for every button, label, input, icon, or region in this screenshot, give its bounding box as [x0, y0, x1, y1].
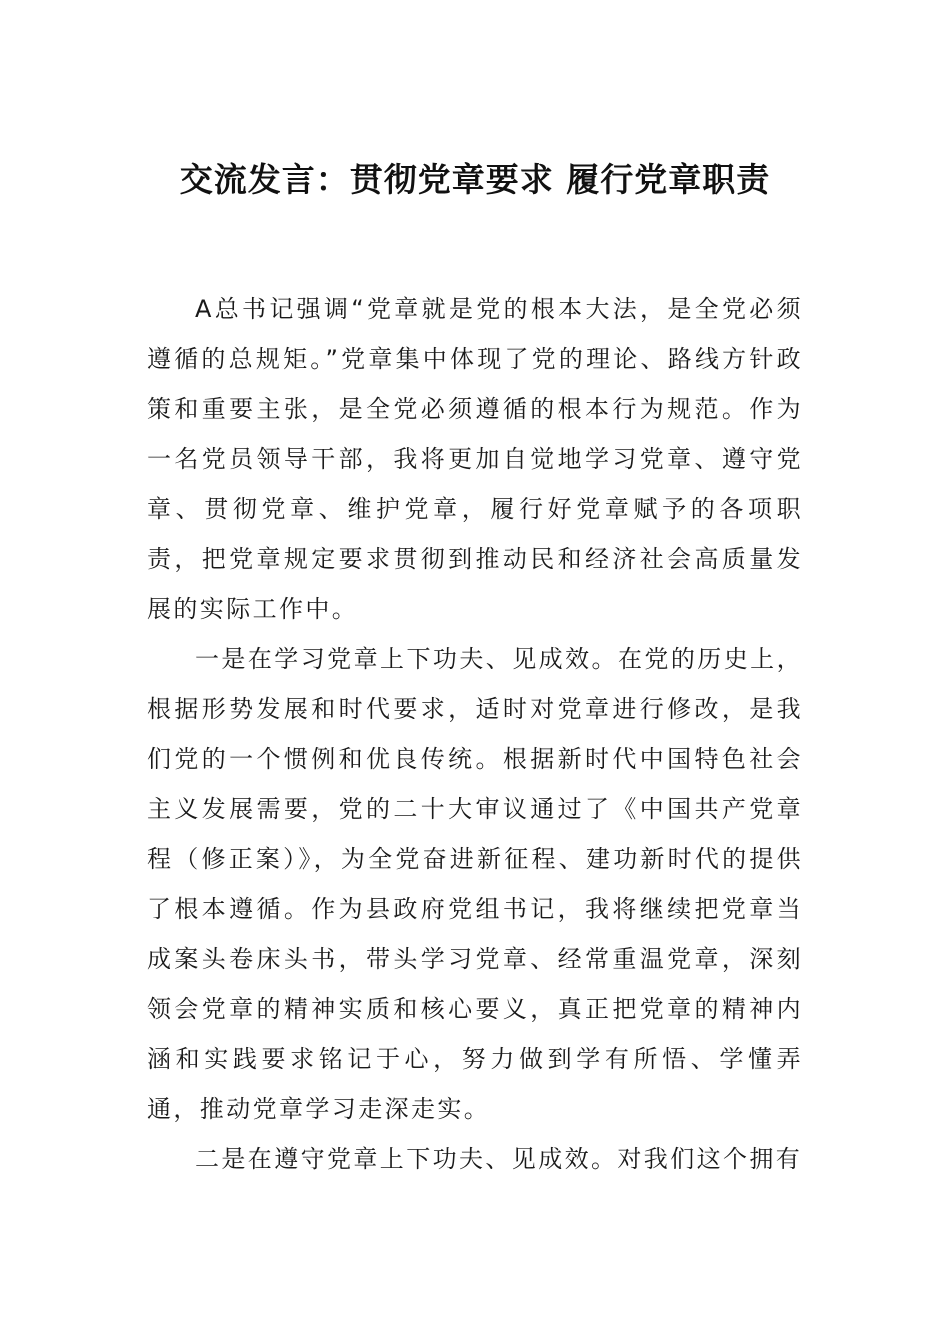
paragraph-point-two: 二是在遵守党章上下功夫、见成效。对我们这个拥有: [195, 1145, 803, 1173]
document-title: 交流发言：贯彻党章要求 履行党章职责: [179, 160, 771, 199]
paragraph-intro: A总书记强调“党章就是党的根本大法，是全党必须遵循的总规矩。”党章集中体现了党的理论、路线方针政策和重要主张，是全党必须遵循的根本行为规范。作为一名党员领导干部，我将更加自觉地学习党章、遵守党章、贯彻党章、维护党章，履行好党章赋予的各项职责，把党章规定要求贯彻到推动民和经济社会高质量发展的实际工作中。: [147, 295, 803, 623]
document-body: [147, 284, 803, 1184]
paragraph-point-one: 一是在学习党章上下功夫、见成效。在党的历史上，根据形势发展和时代要求，适时对党章进行修改，是我们党的一个惯例和优良传统。根据新时代中国特色社会主义发展需要，党的二十大审议通过了《中国共产党章程（修正案）》，为全党奋进新征程、建功新时代的提供了根本遵循。作为县政府党组书记，我将继续把党章当成案头卷床头书，带头学习党章、经常重温党章，深刻领会党章的精神实质和核心要义，真正把党章的精神内涵和实践要求铭记于心，努力做到学有所悟、学懂弄通，推动党章学习走深走实。: [147, 645, 803, 1123]
